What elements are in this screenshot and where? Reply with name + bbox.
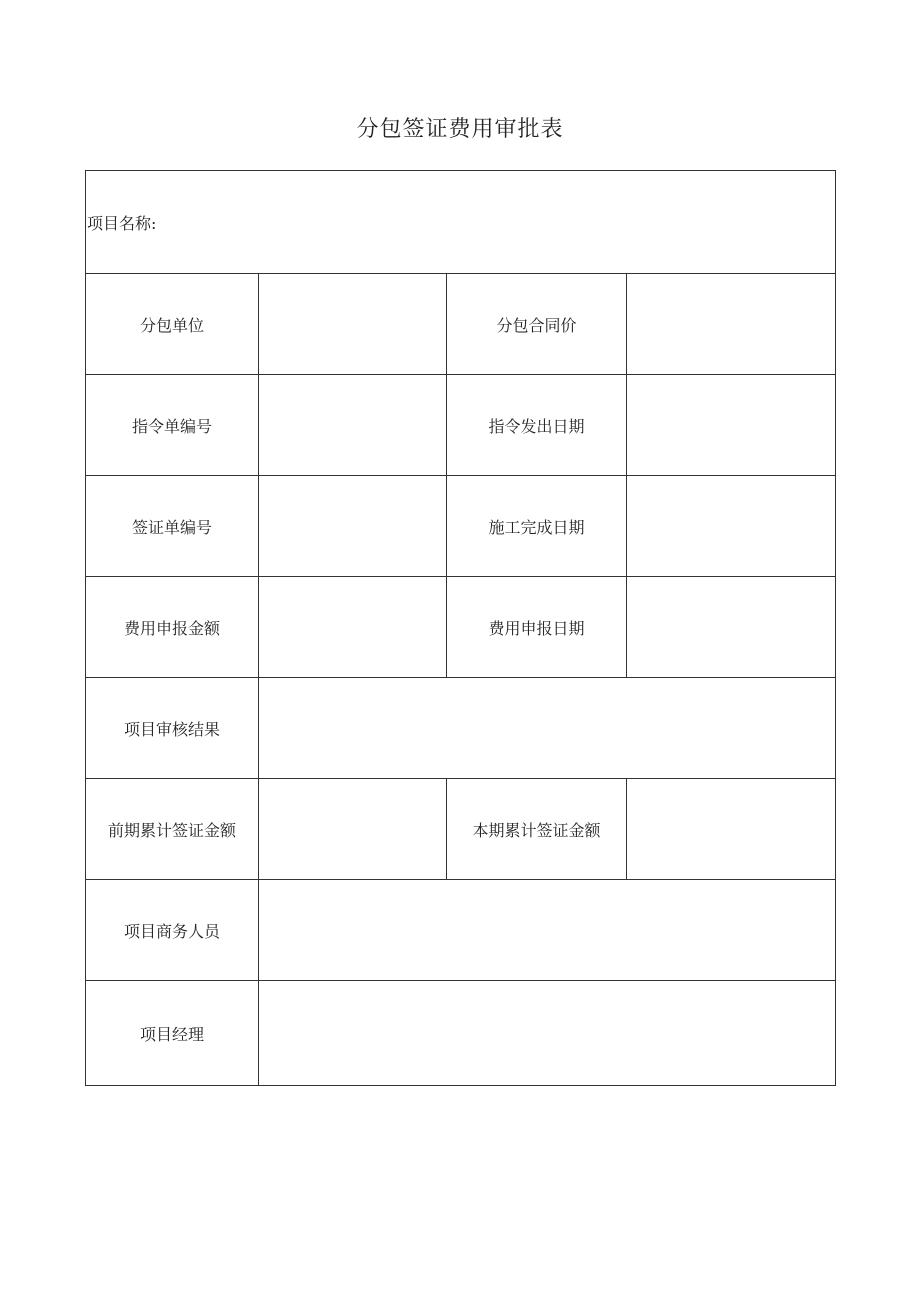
instruction-no-field[interactable] [259, 375, 447, 476]
curr-cumulative-field[interactable] [627, 779, 836, 880]
instruction-no-label: 指令单编号 [86, 375, 259, 476]
contract-price-label: 分包合同价 [447, 274, 627, 375]
row-project-name [86, 171, 836, 274]
completion-date-field[interactable] [627, 476, 836, 577]
audit-result-field[interactable] [259, 678, 836, 779]
claim-amount-label: 费用申报金额 [86, 577, 259, 678]
visa-no-field[interactable] [259, 476, 447, 577]
prev-cumulative-label: 前期累计签证金额 [86, 779, 259, 880]
project-manager-label: 项目经理 [86, 981, 259, 1086]
row-business-staff [86, 880, 836, 981]
completion-date-label: 施工完成日期 [447, 476, 627, 577]
row-project-manager [86, 981, 836, 1086]
subcontractor-label: 分包单位 [86, 274, 259, 375]
row-subcontractor [86, 274, 836, 375]
instruction-date-label: 指令发出日期 [447, 375, 627, 476]
claim-amount-field[interactable] [259, 577, 447, 678]
business-staff-field[interactable] [259, 880, 836, 981]
claim-date-field[interactable] [627, 577, 836, 678]
business-staff-label: 项目商务人员 [86, 880, 259, 981]
row-visa [86, 476, 836, 577]
project-manager-field[interactable] [259, 981, 836, 1086]
approval-form-table [85, 170, 836, 1086]
curr-cumulative-label: 本期累计签证金额 [447, 779, 627, 880]
audit-result-label: 项目审核结果 [86, 678, 259, 779]
contract-price-field[interactable] [627, 274, 836, 375]
row-instruction [86, 375, 836, 476]
row-claim [86, 577, 836, 678]
row-cumulative [86, 779, 836, 880]
project-name-label: 项目名称: [87, 213, 157, 233]
subcontractor-field[interactable] [259, 274, 447, 375]
visa-no-label: 签证单编号 [86, 476, 259, 577]
claim-date-label: 费用申报日期 [447, 577, 627, 678]
row-audit-result [86, 678, 836, 779]
page-title: 分包签证费用审批表 [356, 117, 564, 142]
instruction-date-field[interactable] [627, 375, 836, 476]
project-name-cell[interactable] [86, 171, 836, 274]
prev-cumulative-field[interactable] [259, 779, 447, 880]
